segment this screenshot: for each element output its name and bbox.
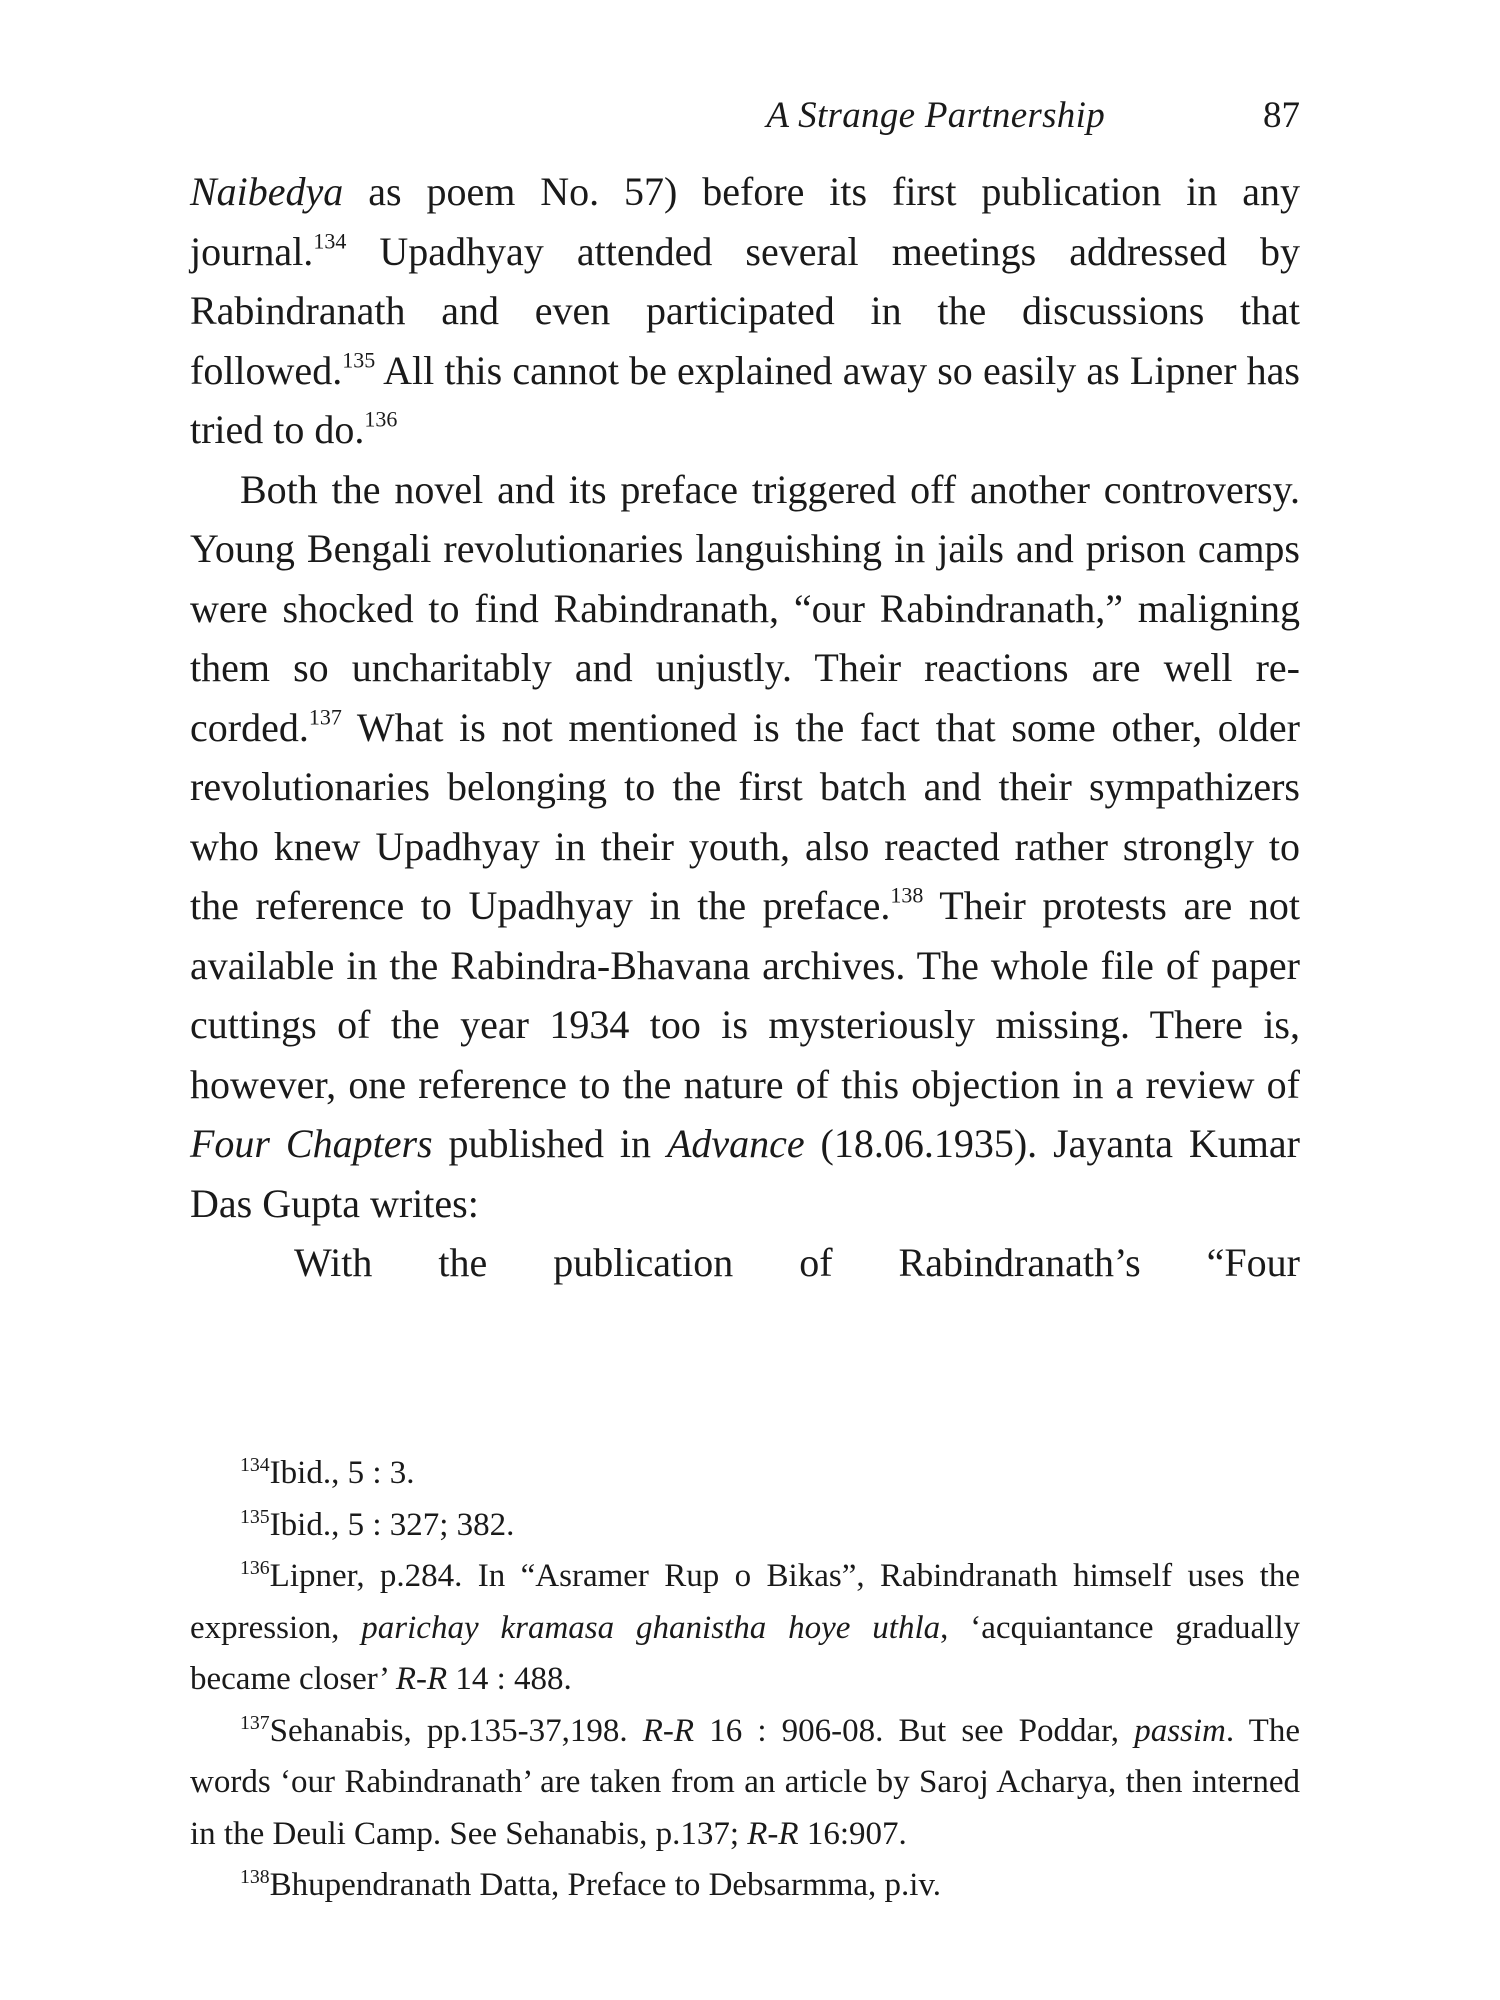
running-title: A Strange Partnership: [766, 95, 1105, 136]
paragraph-text: published in: [432, 1121, 667, 1166]
footnote-ref[interactable]: 138: [890, 882, 924, 908]
block-quote-start: With the publication of Rabindranath’s “Four: [294, 1240, 1300, 1285]
footnote-italic: parichay kramasa ghanistha hoye uthla: [361, 1609, 941, 1646]
footnote-137: [190, 1706, 1300, 1861]
paragraph-text: All this cannot be explained away so easily as Lipner has tried to do.: [190, 347, 1300, 452]
paragraph-continuation: [190, 162, 1300, 460]
footnote-italic: passim: [1134, 1712, 1226, 1749]
footnote-number: 138: [240, 1866, 270, 1889]
footnote-134: [190, 1448, 1300, 1500]
paragraph-controversy: [190, 460, 1300, 1234]
footnotes: [190, 1448, 1300, 1912]
paragraph-text: as poem No. 57) before its first publication in any journal.: [190, 169, 1300, 274]
footnote-text: 16:907.: [798, 1815, 907, 1852]
book-title-four-chapters: Four Chapters: [190, 1121, 433, 1166]
footnote-text: Ibid., 5 : 3.: [269, 1455, 415, 1491]
paragraph-text: Their protests are not available in the Rabindra-Bhavana archives. The whole file of paper cuttings of the year 1934 too is mysteriously missing. There is, however, one reference to the nature of this objection in a review of: [190, 883, 1300, 1107]
footnote-ref[interactable]: 134: [313, 228, 347, 253]
footnote-number: 135: [240, 1505, 270, 1528]
page-header: [190, 94, 1300, 144]
footnote-text: Ibid., 5 : 327; 382.: [269, 1506, 515, 1543]
footnote-number: 137: [240, 1711, 270, 1734]
footnote-ref[interactable]: 135: [342, 347, 376, 372]
footnote-text: . The words ‘our Rabindranath’ are taken from an article by Saroj Acharya, then interned in the Deuli Camp. See Sehanabis, p.137;: [190, 1712, 1300, 1852]
footnote-text: , ‘acquiantance gradually became closer’: [190, 1609, 1301, 1697]
footnote-text: Bhupendranath Datta, Preface to Debsarmma, p.iv.: [269, 1867, 942, 1903]
footnote-text: 14 : 488.: [447, 1661, 572, 1697]
footnote-number: 134: [240, 1454, 270, 1477]
main-text: [190, 162, 1300, 1293]
footnote-ref[interactable]: 137: [308, 704, 342, 729]
footnote-text: Lipner, p.284. In “Asramer Rup o Bikas”, Rabindranath himself uses the expression,: [190, 1558, 1300, 1646]
newspaper-title: Advance: [666, 1121, 805, 1166]
footnote-text: 16 : 906-08. But see Poddar,: [694, 1712, 1135, 1749]
paragraph-text: Both the novel and its preface triggered off another controversy. Young Bengali revolutionaries languishing in jails and prison camps were shocked to find Rabindranath, “our Rabindranath,” maligning them so uncharitably and unjustly. Their reactions are well re-corded.: [190, 466, 1300, 750]
footnote-138: [190, 1860, 1300, 1912]
page-number: 87: [1263, 95, 1300, 136]
paragraph-text: (18.06.1935). Jayanta Kumar Das Gupta writes:: [190, 1121, 1300, 1226]
paragraph-text: Upadhyay attended several meetings addressed by Rabindranath and even participated in the discussions that followed.: [190, 228, 1300, 393]
footnote-italic: R-R: [642, 1712, 695, 1749]
footnote-135: [190, 1500, 1300, 1552]
footnote-number: 136: [240, 1557, 270, 1580]
footnote-ref[interactable]: 136: [364, 406, 398, 432]
footnote-italic: R-R: [747, 1815, 799, 1852]
footnote-text: Sehanabis, pp.135-37,198.: [269, 1712, 643, 1749]
footnote-136: [190, 1551, 1300, 1706]
paragraph-text: What is not mentioned is the fact that some other, older revolutionaries belonging to the first batch and their sympathizers who knew Upadhyay in their youth, also reacted rather strongly to the reference to Upadhyay in the preface.: [190, 704, 1300, 928]
footnote-italic: R-R: [395, 1661, 448, 1697]
book-title-naibedya: Naibedya: [190, 169, 344, 214]
